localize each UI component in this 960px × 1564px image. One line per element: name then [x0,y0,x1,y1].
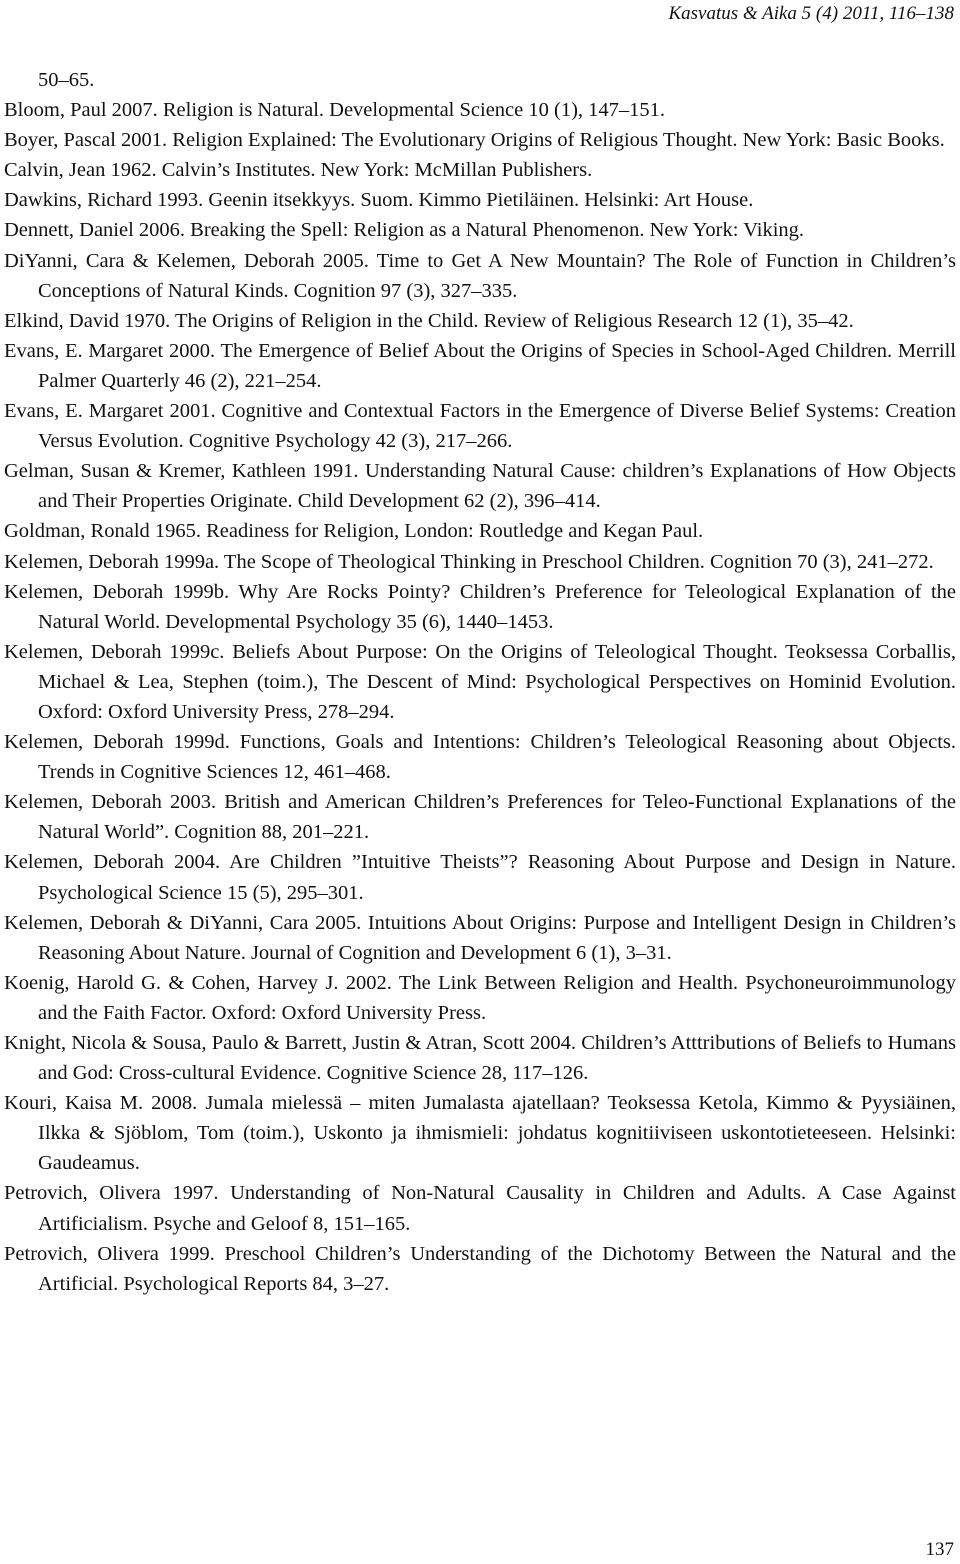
reference-entry: Gelman, Susan & Kremer, Kathleen 1991. Understanding Natural Cause: children’s Explanations of How Objects and Their Properties Originate. Child Development 62 (2), 396–414. [4,460,956,513]
running-header: Kasvatus & Aika 5 (4) 2011, 116–138 [668,3,954,24]
reference-entry: Petrovich, Olivera 1999. Preschool Children’s Understanding of the Dichotomy Between the Natural and the Artificial. Psychological Reports 84, 3–27. [4,1242,956,1295]
reference-entry: Koenig, Harold G. & Cohen, Harvey J. 2002. The Link Between Religion and Health. Psychoneuroimmunology and the Faith Factor. Oxford: Oxford University Press. [4,971,956,1024]
reference-entry: Kelemen, Deborah 1999c. Beliefs About Purpose: On the Origins of Teleological Thought. Teoksessa Corballis, Michael & Lea, Stephen (toim.), The Descent of Mind: Psychological Perspectives on Hominid Evolution. Oxford: Oxford University Press, 278–294. [4,640,956,723]
reference-entry: Kelemen, Deborah 2004. Are Children ”Intuitive Theists”? Reasoning About Purpose and Design in Nature. Psychological Science 15 (5), 295–301. [4,851,956,904]
reference-entry: Boyer, Pascal 2001. Religion Explained: The Evolutionary Origins of Religious Thought. New York: Basic Books. [4,129,945,152]
reference-entry: Dennett, Daniel 2006. Breaking the Spell: Religion as a Natural Phenomenon. New York: Viking. [4,219,805,242]
reference-entry: Kelemen, Deborah 2003. British and American Children’s Preferences for Teleo-Functional Explanations of the Natural World”. Cognition 88, 201–221. [4,791,956,844]
reference-entry: Bloom, Paul 2007. Religion is Natural. Developmental Science 10 (1), 147–151. [4,99,666,122]
reference-entry: Dawkins, Richard 1993. Geenin itsekkyys. Suom. Kimmo Pietiläinen. Helsinki: Art House. [4,189,754,212]
reference-entry: Kelemen, Deborah 1999b. Why Are Rocks Pointy? Children’s Preference for Teleological Explanation of the Natural World. Developmental Psychology 35 (6), 1440–1453. [4,580,956,633]
reference-entry: Kelemen, Deborah 1999a. The Scope of Theological Thinking in Preschool Children. Cognition 70 (3), 241–272. [4,550,934,573]
reference-entry: Calvin, Jean 1962. Calvin’s Institutes. New York: McMillan Publishers. [4,159,593,182]
reference-entry: DiYanni, Cara & Kelemen, Deborah 2005. Time to Get A New Mountain? The Role of Function in Children’s Conceptions of Natural Kinds. Cognition 97 (3), 327–335. [4,249,956,302]
reference-entry: 50–65. [38,69,95,91]
reference-entry: Evans, E. Margaret 2001. Cognitive and Contextual Factors in the Emergence of Diverse Belief Systems: Creation Versus Evolution. Cognitive Psychology 42 (3), 217–266. [4,400,956,453]
reference-entry: Knight, Nicola & Sousa, Paulo & Barrett, Justin & Atran, Scott 2004. Children’s Atttributions of Beliefs to Humans and God: Cross-cultural Evidence. Cognitive Science 28, 117–126. [4,1032,956,1085]
reference-list [4,65,956,1299]
reference-entry: Petrovich, Olivera 1997. Understanding of Non-Natural Causality in Children and Adults. A Case Against Artificialism. Psyche and Geloof 8, 151–165. [4,1182,956,1235]
reference-entry: Goldman, Ronald 1965. Readiness for Religion, London: Routledge and Kegan Paul. [4,520,704,543]
reference-entry: Kouri, Kaisa M. 2008. Jumala mielessä – miten Jumalasta ajatellaan? Teoksessa Ketola, Kimmo & Pyysiäinen, Ilkka & Sjöblom, Tom (toim.), Uskonto ja ihmismieli: johdatus kognitiiviseen uskontotieteeseen. Helsinki: Gaudeamus. [4,1092,956,1175]
page-number: 137 [925,1539,954,1560]
reference-entry: Evans, E. Margaret 2000. The Emergence of Belief About the Origins of Species in School-Aged Children. Merrill Palmer Quarterly 46 (2), 221–254. [4,339,956,392]
reference-entry: Elkind, David 1970. The Origins of Religion in the Child. Review of Religious Research 12 (1), 35–42. [4,309,854,332]
reference-entry: Kelemen, Deborah 1999d. Functions, Goals and Intentions: Children’s Teleological Reasoning about Objects. Trends in Cognitive Sciences 12, 461–468. [4,731,956,784]
reference-entry: Kelemen, Deborah & DiYanni, Cara 2005. Intuitions About Origins: Purpose and Intelligent Design in Children’s Reasoning About Nature. Journal of Cognition and Development 6 (1), 3–31. [4,911,956,964]
